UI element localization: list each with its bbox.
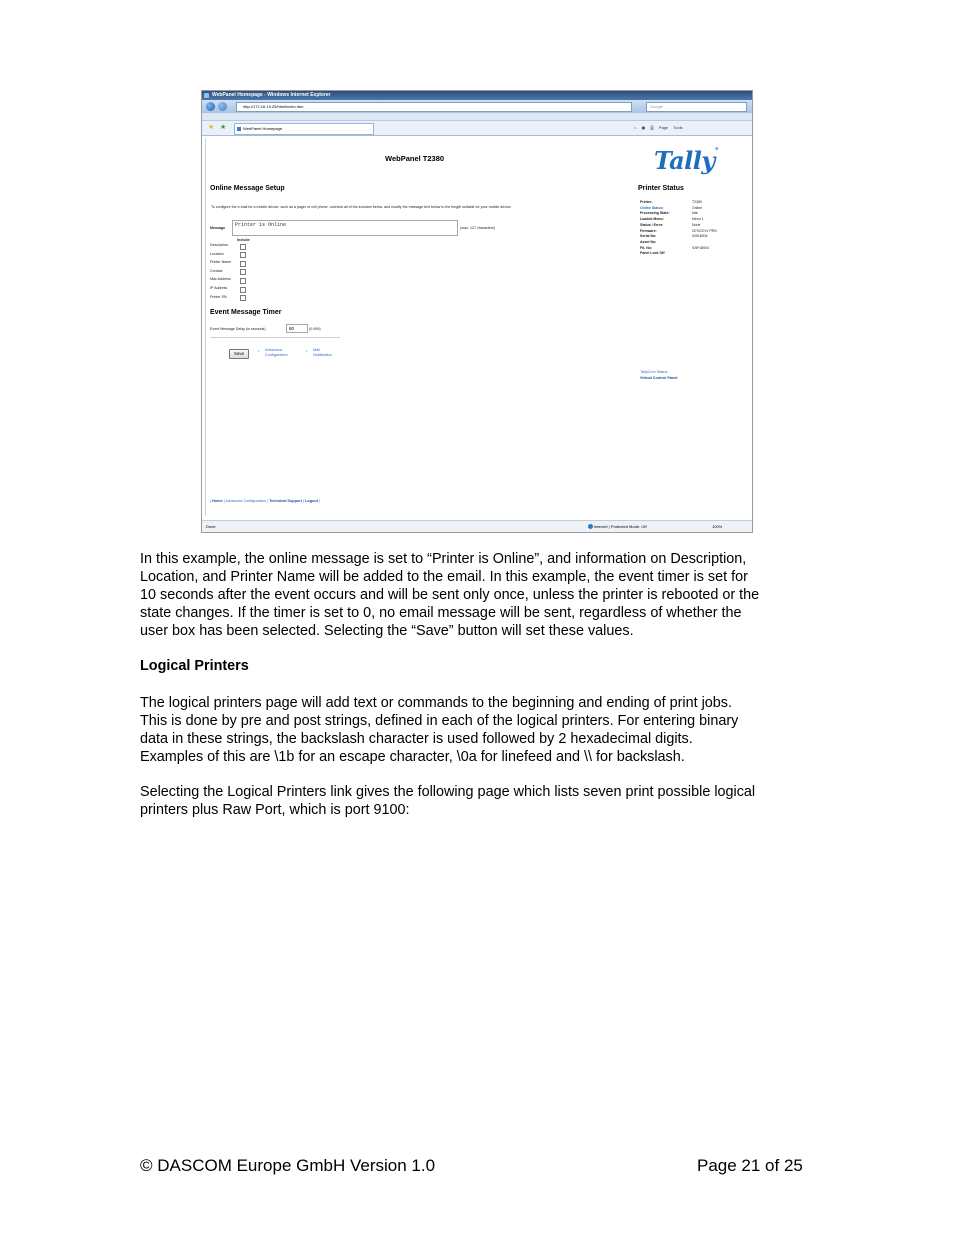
- delay-input[interactable]: 60: [286, 324, 308, 333]
- footer-copyright: © DASCOM Europe GmbH Version 1.0: [140, 1156, 436, 1175]
- save-button[interactable]: Save: [229, 349, 249, 359]
- include-label-item: Description: [210, 243, 228, 247]
- globe-icon: [588, 524, 593, 529]
- include-checkbox[interactable]: [240, 278, 246, 284]
- window-title: WebPanel Homepage - Windows Internet Explorer: [212, 92, 331, 98]
- include-label-item: Location: [210, 251, 224, 256]
- include-checkbox[interactable]: [240, 252, 246, 258]
- text-line: 10 seconds after the event occurs and will be sent only once, unless the printer is rebooted or the: [140, 587, 760, 603]
- address-bar-row: [202, 100, 752, 113]
- status-value: 92918004: [692, 234, 708, 239]
- forward-button-icon[interactable]: [218, 102, 227, 111]
- logout-link[interactable]: Logout: [305, 499, 318, 503]
- status-value: T2380: [692, 200, 702, 204]
- footer-page-number: Page 21 of 25: [697, 1156, 803, 1175]
- text-line: The logical printers page will add text or commands to the beginning and ending of print jobs.: [140, 695, 732, 711]
- browser-screenshot: [201, 90, 753, 533]
- command-bar: [630, 124, 683, 132]
- mail-notification-link[interactable]: Mail Notification: [313, 348, 332, 357]
- status-key: Firmware:: [640, 228, 657, 233]
- include-label-item: Mac Address: [210, 277, 231, 282]
- status-key: Panel Lock Off: [640, 251, 665, 256]
- tab-bar: [202, 121, 752, 136]
- print-icon[interactable]: ⎙: [650, 125, 654, 130]
- text-line: printers plus Raw Port, which is port 9100:: [140, 802, 410, 818]
- home-link[interactable]: Home: [212, 499, 223, 503]
- status-key: Online Status:: [640, 205, 664, 210]
- online-message-heading: Online Message Setup: [210, 185, 285, 192]
- text-line: state changes. If the timer is set to 0, no email message will be sent, regardless of whether the: [140, 605, 742, 621]
- delay-label: Event Message Delay (in seconds): [210, 327, 266, 331]
- message-hint: (max. 127 characters): [460, 226, 495, 230]
- text-line: Selecting the Logical Printers link gives the following page which lists seven print possible logical: [140, 784, 756, 800]
- text-line: Location, and Printer Name will be added to the email. In this example, the event timer is set for: [140, 569, 748, 585]
- tab-title: WebPanel Homepage: [243, 126, 283, 131]
- status-value: I370237v1 PRO: [692, 228, 717, 233]
- status-done: Done: [206, 524, 216, 529]
- include-checkbox[interactable]: [240, 295, 246, 301]
- status-key: Processing State:: [640, 211, 670, 216]
- divider: [210, 337, 340, 338]
- status-value: 928*18004: [692, 245, 709, 250]
- back-button-icon[interactable]: [206, 102, 215, 111]
- tab-webpanel-homepage[interactable]: [234, 123, 374, 135]
- virtual-control-panel-link[interactable]: Virtual Control Panel: [640, 376, 678, 380]
- page-favicon-icon: [237, 127, 241, 131]
- status-key: Status / Error:: [640, 222, 664, 227]
- technical-support-link[interactable]: Technical Support: [269, 499, 302, 503]
- include-label: Include: [237, 238, 250, 242]
- include-label-item: Printer Name: [210, 260, 232, 265]
- status-key: Serial No:: [640, 234, 657, 239]
- status-value: None: [692, 222, 701, 227]
- status-value: Idle: [692, 211, 698, 216]
- status-key: Fit. No:: [640, 245, 653, 250]
- advanced-config-footer-link[interactable]: Advanced Configuration: [225, 499, 267, 503]
- add-favorites-icon[interactable]: ★: [220, 124, 227, 131]
- feeds-icon[interactable]: ▣: [641, 125, 646, 130]
- text-line: user box has been selected. Selecting the “Save” button will set these values.: [140, 623, 634, 639]
- zoom-level[interactable]: 100%: [712, 524, 723, 529]
- printer-status-heading: Printer Status: [638, 185, 684, 192]
- status-bar: [202, 520, 752, 532]
- message-input[interactable]: Printer is Online: [232, 220, 458, 236]
- include-checkbox[interactable]: [240, 261, 246, 267]
- page-title: WebPanel T2380: [385, 154, 445, 163]
- message-label: Message: [210, 226, 226, 230]
- home-icon[interactable]: ⌂: [634, 125, 637, 130]
- include-label-item: Printer SN: [210, 294, 227, 299]
- window-title-bar: [202, 91, 752, 100]
- paragraph-selecting-link: [140, 783, 820, 819]
- status-value: Menu 1: [692, 217, 704, 222]
- bullet-icon: •: [306, 348, 308, 353]
- delay-range: (0-999): [309, 327, 321, 331]
- paragraph-logical-printers: [140, 694, 820, 766]
- tools-menu[interactable]: Tools: [673, 125, 683, 130]
- status-key: Printer:: [640, 200, 653, 204]
- include-label-item: IP Address: [210, 286, 228, 290]
- text-line: Examples of this are \1b for an escape character, \0a for linefeed and \\ for backslash.: [140, 749, 685, 765]
- status-key: Asset No:: [640, 239, 657, 244]
- menu-strip: [202, 113, 752, 121]
- page-footer-links: | Home | Advanced Configuration | Technical Support | Logout |: [210, 499, 321, 503]
- web-page: [205, 138, 751, 516]
- bullet-icon: •: [258, 348, 260, 353]
- text-line: data in these strings, the backslash character is used followed by 2 hexadecimal digits.: [140, 731, 693, 747]
- instructions-text: To configure the e-mail for a mobile device, such as a pager or cell phone, uncheck all of the includes below, and modify the message text below to the length suitable for your mobile device.: [211, 205, 512, 209]
- text-line: In this example, the online message is set to “Printer is Online”, and information on Description,: [140, 551, 747, 567]
- event-timer-heading: Event Message Timer: [210, 309, 282, 316]
- tally-logo: Tally®: [654, 146, 719, 175]
- advanced-configuration-link[interactable]: Advanced Configuration: [265, 348, 288, 357]
- tallycom-status-link[interactable]: TallyCom Status: [640, 370, 668, 374]
- section-heading: Logical Printers: [140, 658, 249, 674]
- include-checkbox[interactable]: [240, 269, 246, 275]
- status-value: Online: [692, 205, 703, 210]
- status-key: Loaded Menu:: [640, 217, 664, 222]
- include-label-item: Contact: [210, 268, 223, 273]
- favorites-star-icon[interactable]: ★: [208, 124, 215, 131]
- text-line: This is done by pre and post strings, defined in each of the logical printers. For entering binary: [140, 713, 739, 729]
- search-input[interactable]: Google: [646, 102, 747, 112]
- paragraph-online-message: [140, 550, 820, 640]
- address-input[interactable]: http://172.16.19.25/html/index.htm: [236, 102, 632, 112]
- security-zone: Internet | Protected Mode: Off: [594, 524, 647, 529]
- page-menu[interactable]: Page: [658, 125, 669, 130]
- ie-icon: [204, 93, 209, 98]
- include-checkbox[interactable]: [240, 287, 246, 293]
- include-checkbox[interactable]: [240, 244, 246, 250]
